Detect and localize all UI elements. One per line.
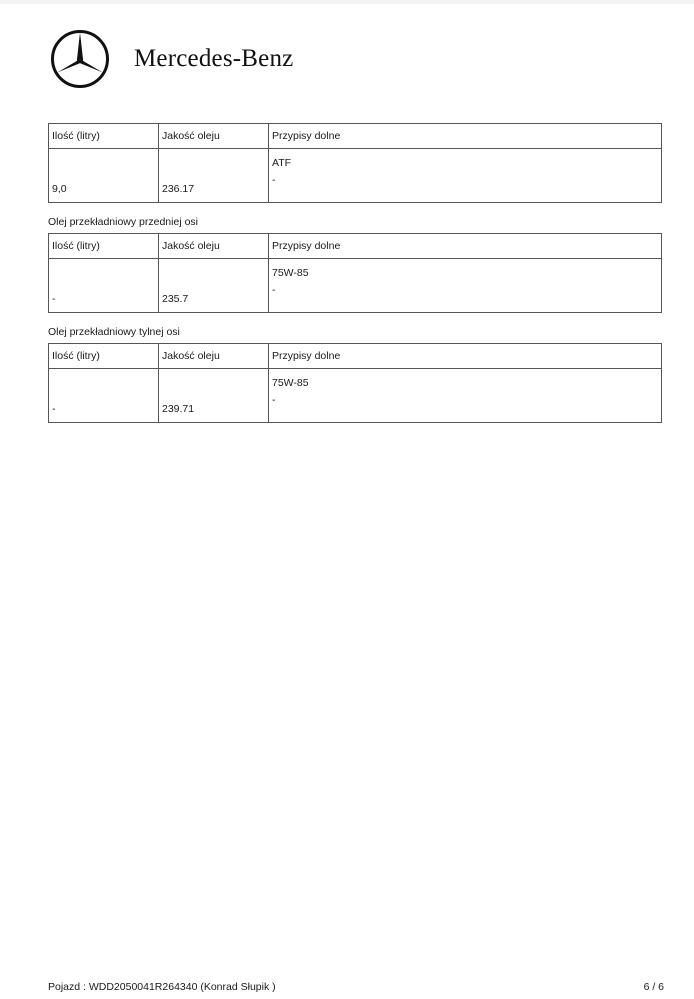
page-header xyxy=(50,28,293,90)
footer-vehicle-info: Pojazd : WDD2050041R264340 (Konrad Słupik ) xyxy=(48,981,276,993)
cell-quality: 236.17 xyxy=(159,149,269,203)
table-row xyxy=(49,259,662,313)
header-notes: Przypisy dolne xyxy=(269,124,662,149)
note-line: - xyxy=(272,174,276,186)
cell-notes xyxy=(269,149,662,203)
oil-table-rear-axle xyxy=(48,343,662,423)
cell-quantity: - xyxy=(49,259,159,313)
header-quality: Jakość oleju xyxy=(159,124,269,149)
table-row xyxy=(49,369,662,423)
cell-notes xyxy=(269,369,662,423)
section-title-rear-axle: Olej przekładniowy tylnej osi xyxy=(48,326,180,338)
note-line: - xyxy=(272,394,276,406)
cell-notes xyxy=(269,259,662,313)
cell-quality: 239.71 xyxy=(159,369,269,423)
cell-quantity: 9,0 xyxy=(49,149,159,203)
header-quantity: Ilość (litry) xyxy=(49,234,159,259)
footer-page-number: 6 / 6 xyxy=(643,981,664,993)
top-strip xyxy=(0,0,694,4)
cell-quality: 235.7 xyxy=(159,259,269,313)
header-quantity: Ilość (litry) xyxy=(49,344,159,369)
table-header-row xyxy=(49,234,662,259)
mercedes-star-icon xyxy=(50,29,110,89)
header-notes: Przypisy dolne xyxy=(269,234,662,259)
cell-quantity: - xyxy=(49,369,159,423)
header-quality: Jakość oleju xyxy=(159,344,269,369)
header-quantity: Ilość (litry) xyxy=(49,124,159,149)
oil-table-transmission xyxy=(48,123,662,203)
note-line: 75W-85 xyxy=(272,267,309,279)
header-quality: Jakość oleju xyxy=(159,234,269,259)
header-notes: Przypisy dolne xyxy=(269,344,662,369)
section-title-front-axle: Olej przekładniowy przedniej osi xyxy=(48,216,198,228)
brand-name: Mercedes-Benz xyxy=(134,45,294,72)
note-line: - xyxy=(272,284,276,296)
oil-table-front-axle xyxy=(48,233,662,313)
table-row xyxy=(49,149,662,203)
note-line: ATF xyxy=(272,157,292,169)
note-line: 75W-85 xyxy=(272,377,309,389)
table-header-row xyxy=(49,124,662,149)
table-header-row xyxy=(49,344,662,369)
